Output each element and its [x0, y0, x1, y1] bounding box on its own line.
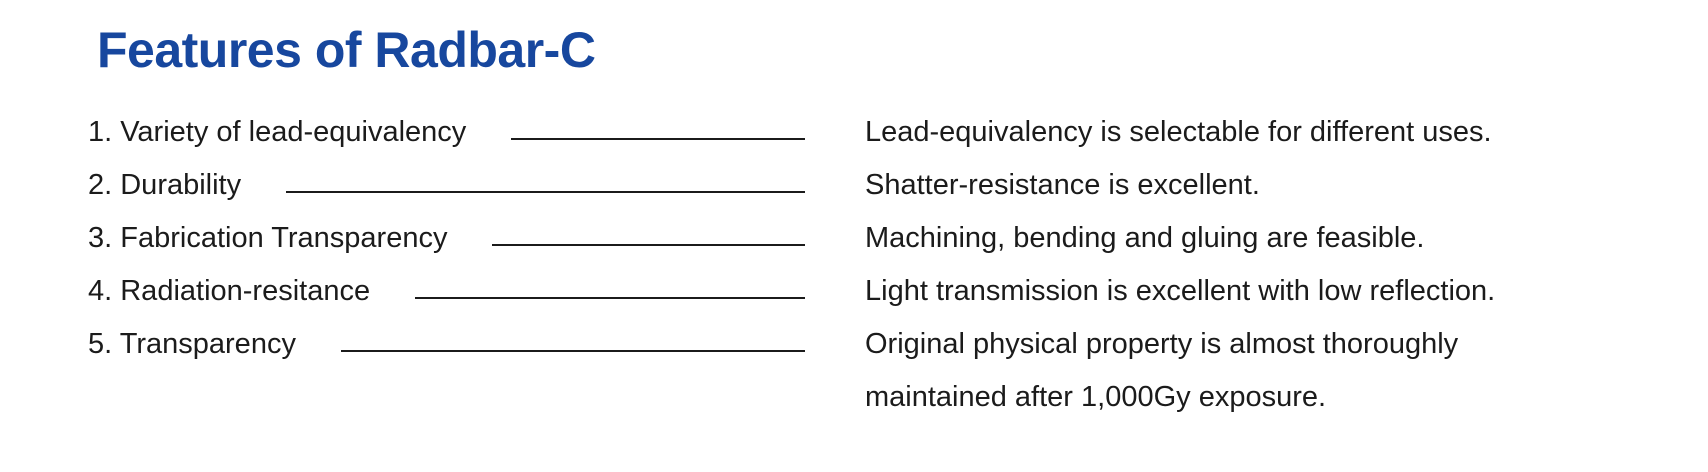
feature-left: [88, 159, 805, 212]
leader-line: [511, 106, 805, 140]
feature-row: [88, 159, 1678, 212]
feature-left: [88, 265, 805, 318]
feature-row: [88, 106, 1678, 159]
feature-description: [865, 318, 1675, 424]
leader-line: [341, 318, 805, 352]
feature-label: 2. Durability: [88, 169, 242, 201]
feature-description: Shatter-resistance is excellent.: [865, 169, 1260, 201]
feature-row: [88, 212, 1678, 265]
feature-description: Machining, bending and gluing are feasible.: [865, 222, 1425, 254]
feature-list: [88, 106, 1678, 424]
feature-description-line: Original physical property is almost thoroughly: [865, 328, 1459, 360]
feature-description: Light transmission is excellent with low reflection.: [865, 275, 1496, 307]
feature-description-line: maintained after 1,000Gy exposure.: [865, 381, 1327, 413]
feature-row: [88, 318, 1678, 424]
feature-left: [88, 318, 805, 371]
feature-label: 1. Variety of lead-equivalency: [88, 116, 467, 148]
feature-left: [88, 106, 805, 159]
feature-label: 5. Transparency: [88, 328, 296, 360]
feature-label: 3. Fabrication Transparency: [88, 222, 448, 254]
leader-line: [415, 265, 805, 299]
leader-line: [492, 212, 805, 246]
leader-line: [286, 159, 805, 193]
feature-description: Lead-equivalency is selectable for different uses.: [865, 116, 1492, 148]
feature-label: 4. Radiation-resitance: [88, 275, 371, 307]
feature-left: [88, 212, 805, 265]
feature-row: [88, 265, 1678, 318]
page-title: Features of Radbar-C: [97, 22, 596, 78]
